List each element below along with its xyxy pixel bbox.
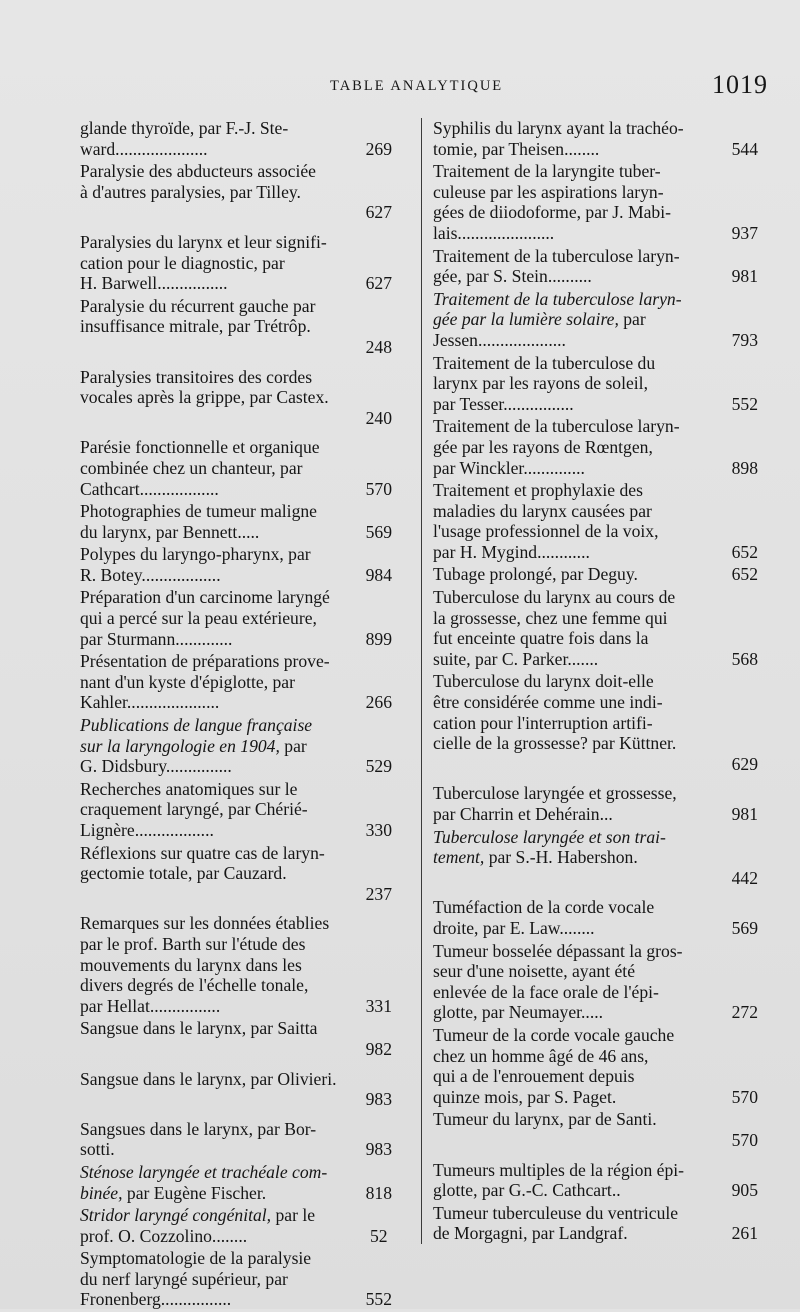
entry-line: Tuméfaction de la corde vocale	[433, 897, 655, 918]
entry-line: 552 par Tesser................	[433, 393, 758, 414]
entry-line: qui a de l'enrouement depuis	[433, 1066, 635, 1087]
entry-line: 52 prof. O. Cozzolino........	[80, 1225, 388, 1246]
entry-line: cation pour l'interruption artifi-	[433, 712, 653, 733]
entry-line: enlevée de la face orale de l'épi-	[433, 981, 659, 1002]
index-column-left	[80, 118, 392, 1312]
entry-page-number: 544	[731, 138, 758, 159]
entry-line: 984 R. Botey..................	[80, 564, 392, 585]
entry-page-number: 269	[365, 138, 392, 159]
entry-line: Parésie fonctionnelle et organique	[80, 437, 320, 458]
index-entry	[80, 913, 392, 1016]
entry-line: 818 binée, par Eugène Fischer.	[80, 1182, 392, 1203]
entry-line: 652 Tubage prolongé, par Deguy.	[433, 564, 758, 585]
index-entry	[433, 289, 758, 351]
entry-line: Traitement de la tuberculose laryn-	[433, 416, 680, 437]
index-entry	[80, 1162, 392, 1203]
entry-line: 569 du larynx, par Bennett.....	[80, 521, 392, 542]
entry-line: divers degrés de l'échelle tonale,	[80, 975, 309, 996]
index-entry	[80, 1119, 392, 1160]
entry-line: gée par la lumière solaire, par	[433, 309, 646, 330]
entry-line: Sténose laryngée et trachéale com-	[80, 1161, 328, 1182]
entry-line: 981 par Charrin et Dehérain...	[433, 804, 758, 824]
entry-page-number: 570	[731, 1086, 758, 1107]
entry-page-number: 266	[365, 692, 392, 713]
entry-page-number: 905	[731, 1180, 758, 1201]
entry-line: 269 ward.....................	[80, 138, 392, 159]
entry-line: maladies du larynx causées par	[433, 500, 652, 521]
entry-page-number: 629	[731, 753, 758, 774]
index-entry	[433, 587, 758, 669]
index-entry	[80, 843, 392, 905]
entry-page-number: 330	[365, 820, 392, 840]
entry-line: Tumeur tuberculeuse du ventricule	[433, 1202, 679, 1223]
entry-line: sur la laryngologie en 1904, par	[80, 735, 307, 756]
entry-line: du nerf laryngé supérieur, par	[80, 1268, 288, 1289]
entry-line: 652 par H. Mygind............	[433, 541, 758, 562]
entry-line: Tuberculose laryngée et grossesse,	[433, 783, 677, 804]
index-entry	[433, 671, 758, 774]
entry-line: Tuberculose laryngée et son trai-	[433, 826, 666, 847]
entry-page-number: 627	[365, 273, 392, 294]
entry-line: seur d'une noisette, ayant été	[433, 961, 636, 982]
entry-line: craquement laryngé, par Chérié-	[80, 799, 308, 820]
entry-page-number: 442	[731, 867, 758, 888]
entry-line: nant d'un kyste d'épiglotte, par	[80, 671, 295, 692]
entry-page-number: 272	[731, 1002, 758, 1023]
page-number: 1019	[712, 70, 768, 99]
index-entry	[80, 715, 392, 777]
index-entry	[433, 1203, 758, 1244]
entry-line: par le prof. Barth sur l'étude des	[80, 933, 306, 954]
entry-line: chez un homme âgé de 46 ans,	[433, 1045, 649, 1066]
entry-line: être considérée comme une indi-	[433, 692, 663, 713]
entry-page-number: 937	[731, 222, 758, 243]
entry-line: Tumeur bosselée dépassant la gros-	[433, 940, 683, 961]
entry-line: Sangsue dans le larynx, par Olivieri.	[80, 1068, 337, 1089]
entry-line: Stridor laryngé congénital, par le	[80, 1205, 316, 1226]
entry-line: 261 de Morgagni, par Landgraf.	[433, 1223, 758, 1244]
entry-line: 570 Cathcart..................	[80, 478, 392, 499]
entry-line: 568 suite, par C. Parker.......	[433, 648, 758, 669]
index-entry	[80, 779, 392, 841]
entry-line: 570 quinze mois, par S. Paget.	[433, 1086, 758, 1107]
entry-line: combinée chez un chanteur, par	[80, 457, 303, 478]
entry-page-number: 652	[731, 541, 758, 562]
entry-page-number: 237	[365, 883, 392, 904]
index-entry	[80, 1018, 392, 1059]
entry-line: l'usage professionnel de la voix,	[433, 521, 659, 542]
entry-line: Présentation de préparations prove-	[80, 651, 330, 672]
entry-line: insuffisance mitrale, par Trétrôp.	[80, 316, 311, 337]
entry-line: gée par les rayons de Rœntgen,	[433, 436, 653, 457]
entry-line: Réflexions sur quatre cas de laryn-	[80, 842, 325, 863]
entry-page-number: 570	[365, 478, 392, 499]
entry-page-number: 240	[365, 407, 392, 428]
entry-line: 627 H. Barwell................	[80, 273, 392, 294]
index-entry	[433, 480, 758, 562]
entry-line: culeuse par les aspirations laryn-	[433, 181, 664, 202]
index-entry	[433, 416, 758, 478]
entry-line: cation pour le diagnostic, par	[80, 252, 285, 273]
index-entry	[80, 1248, 392, 1310]
entry-page-number: 627	[365, 202, 392, 223]
entry-page-number: 983	[365, 1139, 392, 1160]
entry-line: 331 par Hellat................	[80, 995, 392, 1016]
entry-line: Tumeur du larynx, par de Santi.	[433, 1109, 657, 1130]
entry-line: fut enceinte quatre fois dans la	[433, 628, 649, 649]
index-entry	[433, 564, 758, 585]
entry-line: Syphilis du larynx ayant la trachéo-	[433, 118, 684, 138]
entry-line: Tuberculose du larynx au cours de	[433, 587, 676, 608]
index-entry	[433, 783, 758, 824]
entry-line: 272 glotte, par Neumayer.....	[433, 1002, 758, 1023]
entry-page-number: 331	[365, 995, 392, 1016]
entry-line: Sangsue dans le larynx, par Saitta	[80, 1018, 318, 1039]
entry-page-number: 899	[365, 628, 392, 649]
entry-page-number: 982	[365, 1038, 392, 1059]
entry-line: glande thyroïde, par F.-J. Ste-	[80, 118, 289, 138]
entry-page-number: 983	[365, 1089, 392, 1110]
entry-line: Traitement de la tuberculose laryn-	[433, 288, 682, 309]
entry-line: 981 gée, par S. Stein..........	[433, 266, 758, 287]
entry-line: 905 glotte, par G.-C. Cathcart..	[433, 1180, 758, 1201]
entry-line: Publications de langue française	[80, 715, 313, 736]
index-entry	[433, 246, 758, 287]
index-entry	[80, 1205, 392, 1246]
index-entry	[433, 353, 758, 415]
entry-page-number: 552	[731, 393, 758, 414]
entry-page-number: 552	[365, 1289, 392, 1310]
entry-line: Paralysies transitoires des cordes	[80, 366, 313, 387]
entry-page-number: 568	[731, 648, 758, 669]
entry-line: gées de diiodoforme, par J. Mabi-	[433, 202, 671, 223]
index-entry	[433, 941, 758, 1023]
entry-line: 569 droite, par E. Law........	[433, 917, 758, 938]
index-entry	[80, 651, 392, 713]
entry-page-number: 984	[365, 564, 392, 585]
index-entry	[80, 232, 392, 294]
entry-line: Paralysie du récurrent gauche par	[80, 295, 316, 316]
index-entry	[80, 367, 392, 429]
entry-line: 937 lais......................	[433, 222, 758, 243]
index-entry	[80, 161, 392, 223]
entry-line: 552 Fronenberg................	[80, 1289, 392, 1310]
entry-line: cielle de la grossesse? par Küttner.	[433, 733, 677, 754]
entry-page-number: 652	[731, 564, 758, 585]
entry-line: Traitement et prophylaxie des	[433, 480, 643, 501]
index-entry	[80, 296, 392, 358]
entry-page-number: 248	[365, 336, 392, 357]
entry-line: mouvements du larynx dans les	[80, 954, 302, 975]
entry-line: Tumeurs multiples de la région épi-	[433, 1159, 685, 1180]
entry-line: qui a percé sur la peau extérieure,	[80, 608, 317, 629]
entry-page-number: 569	[731, 917, 758, 938]
index-entry	[433, 827, 758, 889]
entry-line: à d'autres paralysies, par Tilley.	[80, 181, 301, 202]
entry-page-number: 793	[731, 329, 758, 350]
entry-line: Traitement de la tuberculose laryn-	[433, 245, 680, 266]
entry-line: 266 Kahler.....................	[80, 692, 392, 713]
index-entry	[433, 1109, 758, 1150]
entry-page-number: 981	[731, 804, 758, 824]
entry-page-number: 261	[731, 1223, 758, 1244]
entry-line: Recherches anatomiques sur le	[80, 778, 298, 799]
entry-line: Préparation d'un carcinome laryngé	[80, 587, 330, 608]
entry-page-number: 569	[365, 521, 392, 542]
entry-page-number: 818	[365, 1182, 392, 1203]
entry-line: Polypes du laryngo-pharynx, par	[80, 544, 311, 565]
index-entry	[433, 897, 758, 938]
entry-line: Tumeur de la corde vocale gauche	[433, 1024, 675, 1045]
entry-line: 544 tomie, par Theisen........	[433, 138, 758, 159]
entry-line: la grossesse, chez une femme qui	[433, 607, 668, 628]
entry-line: gectomie totale, par Cauzard.	[80, 863, 287, 884]
entry-line: Photographies de tumeur maligne	[80, 501, 317, 522]
entry-line: Paralysies du larynx et leur signifi-	[80, 231, 327, 252]
entry-line: tement, par S.-H. Habershon.	[433, 847, 638, 868]
entry-line: Symptomatologie de la paralysie	[80, 1248, 312, 1269]
entry-page-number: 529	[365, 756, 392, 777]
entry-line: 529 G. Didsbury...............	[80, 756, 392, 777]
index-entry	[433, 1160, 758, 1201]
entry-line: Remarques sur les données établies	[80, 913, 330, 934]
column-divider	[421, 118, 422, 1244]
index-entry	[80, 544, 392, 585]
entry-line: Paralysie des abducteurs associée	[80, 161, 316, 182]
index-entry	[433, 161, 758, 243]
entry-page-number: 570	[731, 1129, 758, 1150]
index-entry	[80, 118, 392, 159]
entry-line: Tuberculose du larynx doit-elle	[433, 671, 654, 692]
running-head: TABLE ANALYTIQUE	[330, 78, 504, 94]
entry-page-number: 898	[731, 457, 758, 478]
index-entry	[80, 1069, 392, 1110]
entry-line: 330 Lignère..................	[80, 820, 392, 840]
entry-line: 983 sotti.	[80, 1139, 392, 1160]
entry-line: 899 par Sturmann.............	[80, 628, 392, 649]
index-entry	[80, 587, 392, 649]
index-column-right	[433, 118, 758, 1246]
entry-line: larynx par les rayons de soleil,	[433, 373, 648, 394]
index-entry	[433, 118, 758, 159]
index-entry	[80, 437, 392, 499]
index-entry	[80, 501, 392, 542]
entry-line: Traitement de la tuberculose du	[433, 352, 656, 373]
entry-line: 898 par Winckler..............	[433, 457, 758, 478]
index-entry	[433, 1025, 758, 1107]
entry-line: 793 Jessen....................	[433, 329, 758, 350]
entry-line: Traitement de la laryngite tuber-	[433, 161, 661, 182]
entry-line: Sangsues dans le larynx, par Bor-	[80, 1118, 317, 1139]
entry-page-number: 981	[731, 266, 758, 287]
entry-line: vocales après la grippe, par Castex.	[80, 387, 329, 408]
